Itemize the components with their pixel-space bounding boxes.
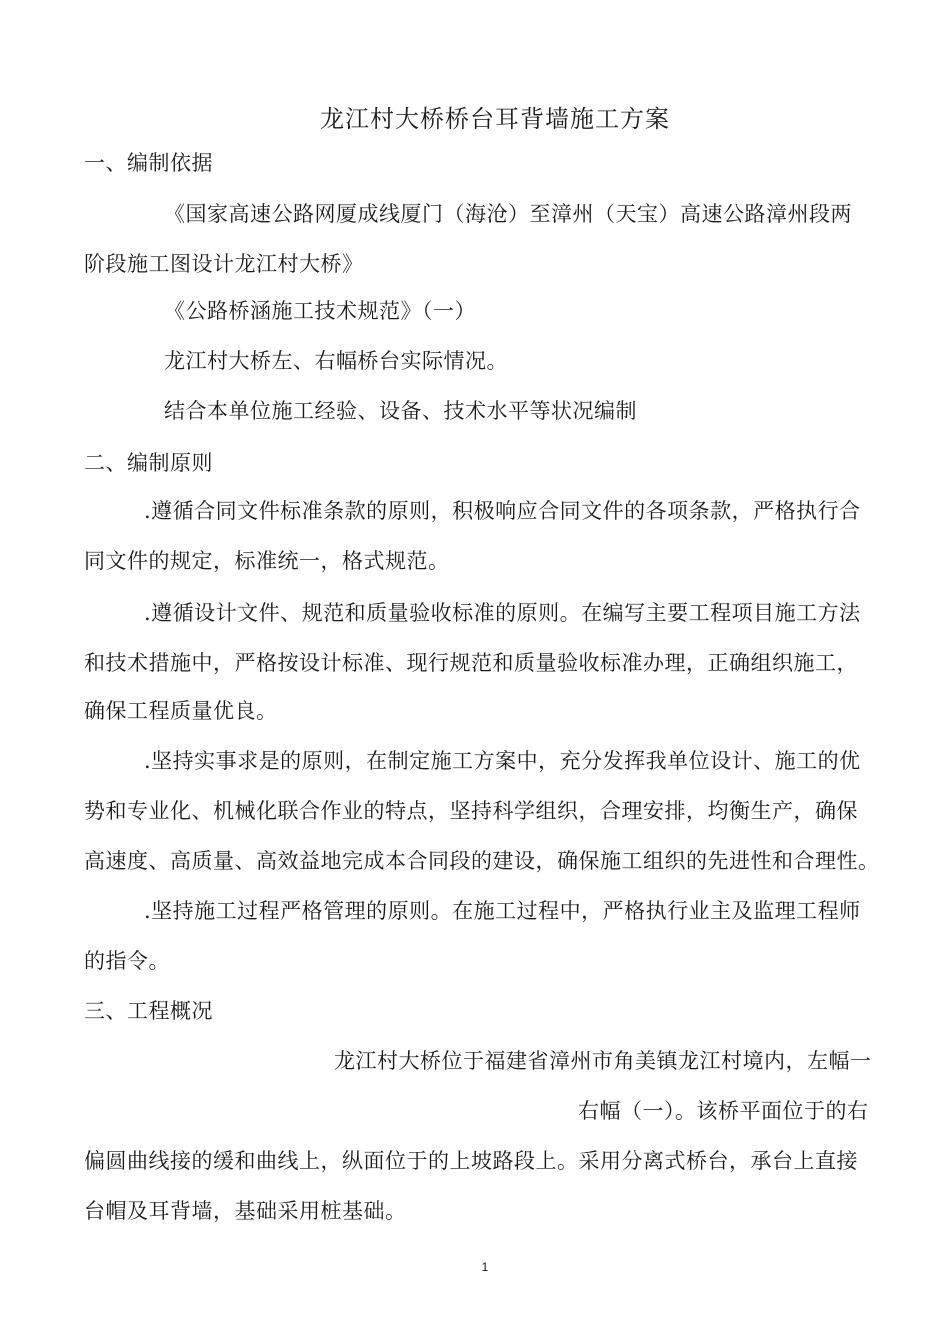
- paragraph-line: 《国家高速公路网厦成线厦门（海沧）至漳州（天宝）高速公路漳州段两: [164, 202, 852, 226]
- paragraph-line: 阶段施工图设计龙江村大桥》: [84, 252, 364, 276]
- section-heading-principles: 二、编制原则: [84, 451, 213, 475]
- paragraph-line: 台帽及耳背墙，基础采用桩基础。: [84, 1199, 407, 1223]
- paragraph-line: .坚持实事求是的原则，在制定施工方案中，充分发挥我单位设计、施工的优: [144, 749, 861, 773]
- paragraph-line: 确保工程质量优良。: [84, 699, 278, 723]
- paragraph-line: 偏圆曲线接的缓和曲线上，纵面位于的上坡路段上。采用分离式桥台，承台上直接: [84, 1149, 858, 1173]
- paragraph-line: .遵循合同文件标准条款的原则，积极响应合同文件的各项条款，严格执行合: [144, 499, 861, 523]
- paragraph-line: 结合本单位施工经验、设备、技术水平等状况编制: [164, 399, 637, 423]
- paragraph-line: 右幅（一）。该桥平面位于的右: [578, 1099, 869, 1123]
- paragraph-line: 和技术措施中，严格按设计标准、现行规范和质量验收标准办理，正确组织施工，: [84, 651, 858, 675]
- paragraph-line: 的指令。: [84, 949, 170, 973]
- paragraph-line: 势和专业化、机械化联合作业的特点，坚持科学组织，合理安排，均衡生产，确保: [84, 799, 858, 823]
- paragraph-line: 龙江村大桥位于福建省漳州市角美镇龙江村境内，左幅一: [334, 1049, 872, 1073]
- paragraph-line: 《公路桥涵施工技术规范》（一）: [164, 299, 476, 323]
- section-heading-overview: 三、工程概况: [84, 999, 213, 1023]
- paragraph-line: 龙江村大桥左、右幅桥台实际情况。: [164, 349, 508, 373]
- paragraph-line: .遵循设计文件、规范和质量验收标准的原则。在编写主要工程项目施工方法: [144, 601, 861, 625]
- document-title: 龙江村大桥桥台耳背墙施工方案: [320, 105, 670, 133]
- section-heading-basis: 一、编制依据: [84, 151, 213, 175]
- paragraph-line: 同文件的规定，标准统一，格式规范。: [84, 549, 450, 573]
- paragraph-line: .坚持施工过程严格管理的原则。在施工过程中，严格执行业主及监理工程师: [144, 899, 861, 923]
- paragraph-line: 高速度、高质量、高效益地完成本合同段的建设，确保施工组织的先进性和合理性。: [84, 849, 880, 873]
- page-number: 1: [481, 1260, 489, 1274]
